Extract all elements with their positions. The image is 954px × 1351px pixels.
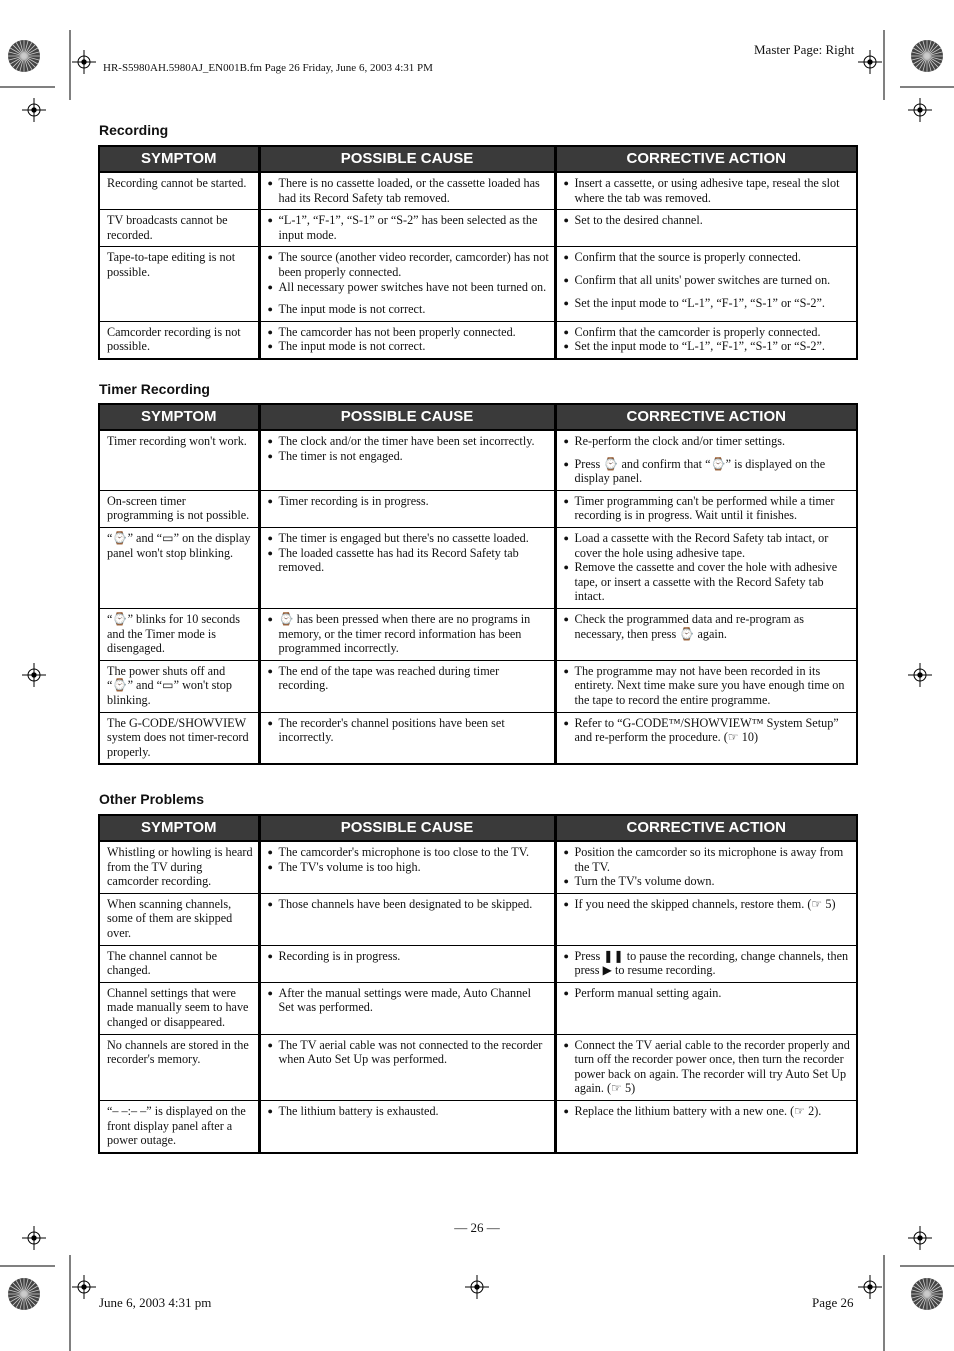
cause-item: ● ⌚ has been pressed when there are no programs in memory, or the timer record information has been programmed incorrectly.	[268, 612, 550, 656]
action-item: ● Confirm that the camcorder is properly connected.	[564, 325, 853, 340]
action-item: ● Set the input mode to “L-1”, “F-1”, “S-1” or “S-2”.	[564, 339, 853, 354]
cause-cell	[259, 660, 555, 712]
col-corrective-action: CORRECTIVE ACTION	[555, 404, 857, 430]
cause-item: ● Timer recording is in progress.	[268, 494, 550, 509]
cause-cell	[259, 490, 555, 527]
crosshair-mark	[908, 98, 932, 122]
cause-item: ● The lithium battery is exhausted.	[268, 1104, 550, 1119]
action-cell	[555, 945, 857, 982]
symptom-cell: The channel cannot be changed.	[99, 945, 259, 982]
action-cell	[555, 660, 857, 712]
action-cell	[555, 490, 857, 527]
table-row	[99, 893, 857, 945]
symptom-cell: Timer recording won't work.	[107, 434, 247, 448]
symptom-cell: “– –:– –” is displayed on the front display panel after a power outage.	[99, 1100, 259, 1152]
cause-cell	[259, 982, 555, 1034]
cause-item: ● After the manual settings were made, Auto Channel Set was performed.	[268, 986, 550, 1015]
cause-item: ● The input mode is not correct.	[268, 302, 550, 317]
cause-item: ● The timer is not engaged.	[268, 449, 550, 464]
action-item: ● Check the programmed data and re-program as necessary, then press ⌚ again.	[564, 612, 853, 641]
cause-item: ● The camcorder's microphone is too close to the TV.	[268, 845, 550, 860]
cause-cell	[259, 945, 555, 982]
table-row	[99, 1034, 857, 1100]
action-item: ● Refer to “G-CODE™/SHOWVIEW™ System Setup” and re-perform the procedure. (☞ 10)	[564, 716, 853, 745]
table-row	[99, 712, 857, 764]
footer-page: Page 26	[812, 1295, 854, 1310]
col-symptom: SYMPTOM	[99, 146, 259, 172]
crosshair-mark	[858, 50, 882, 74]
action-item: ● Press ❚❚ to pause the recording, change channels, then press ▶ to resume recording.	[564, 949, 853, 978]
table-row	[99, 982, 857, 1034]
table-row	[99, 172, 857, 210]
cause-item: ● The recorder's channel positions have been set incorrectly.	[268, 716, 550, 745]
cause-item: ● Those channels have been designated to be skipped.	[268, 897, 550, 912]
col-symptom: SYMPTOM	[99, 404, 259, 430]
table-row	[99, 608, 857, 660]
cause-cell	[259, 527, 555, 608]
action-item: ● Position the camcorder so its microphone is away from the TV.	[564, 845, 853, 874]
table-row	[99, 490, 857, 527]
recording-table	[98, 145, 858, 360]
col-possible-cause: POSSIBLE CAUSE	[259, 146, 555, 172]
action-cell	[555, 841, 857, 893]
cause-cell	[259, 210, 555, 247]
crosshair-mark	[72, 50, 96, 74]
cause-cell	[259, 841, 555, 893]
crosshair-mark	[72, 1275, 96, 1299]
action-item: ● Replace the lithium battery with a new one. (☞ 2).	[564, 1104, 853, 1119]
section-title-timer-recording: Timer Recording	[99, 381, 210, 397]
action-item: ● Load a cassette with the Record Safety tab intact, or cover the hole using adhesive tape.	[564, 531, 853, 560]
table-row	[99, 841, 857, 893]
table-row	[99, 1100, 857, 1152]
crosshair-mark	[22, 663, 46, 687]
action-cell	[555, 210, 857, 247]
table-row	[99, 321, 857, 359]
symptom-cell: No channels are stored in the recorder's memory.	[99, 1034, 259, 1100]
symptom-cell: The power shuts off and “⌚” and “▭” won't stop blinking.	[99, 660, 259, 712]
crosshair-mark	[908, 663, 932, 687]
action-item: ● Remove the cassette and cover the hole with adhesive tape, or insert a cassette with the Record Safety tab intact.	[564, 560, 853, 604]
star-target-mark	[8, 1278, 40, 1310]
table-row	[99, 660, 857, 712]
cause-item: ● The camcorder has not been properly connected.	[268, 325, 550, 340]
crosshair-mark	[22, 98, 46, 122]
action-item: ● If you need the skipped channels, restore them. (☞ 5)	[564, 897, 853, 912]
table-row	[99, 945, 857, 982]
master-page-label: Master Page: Right	[754, 42, 855, 57]
action-cell	[555, 893, 857, 945]
action-cell	[555, 321, 857, 359]
cause-item: ● Recording is in progress.	[268, 949, 550, 964]
cause-item: ● The end of the tape was reached during timer recording.	[268, 664, 550, 693]
action-cell	[555, 247, 857, 321]
star-target-mark	[8, 40, 40, 72]
action-item: ● The programme may not have been recorded in its entirety. Next time make sure you have enough time on the tape to record the entire programme.	[564, 664, 853, 708]
cause-cell	[259, 712, 555, 764]
other-problems-table	[98, 814, 858, 1154]
action-item: ● Set the input mode to “L-1”, “F-1”, “S-1” or “S-2”.	[564, 296, 853, 311]
action-item: ● Perform manual setting again.	[564, 986, 853, 1001]
table-row	[99, 210, 857, 247]
table-row	[99, 527, 857, 608]
action-cell	[555, 1034, 857, 1100]
col-symptom: SYMPTOM	[99, 815, 259, 841]
cause-cell	[259, 608, 555, 660]
cause-cell	[259, 430, 555, 490]
footer-date: June 6, 2003 4:31 pm	[99, 1295, 212, 1310]
cause-item: ● The loaded cassette has had its Record Safety tab removed.	[268, 546, 550, 575]
symptom-cell: When scanning channels, some of them are skipped over.	[99, 893, 259, 945]
cause-item: ● The clock and/or the timer have been set incorrectly.	[268, 434, 550, 449]
action-cell	[555, 172, 857, 210]
action-cell	[555, 527, 857, 608]
cause-item: ● The source (another video recorder, camcorder) has not been properly connected.	[268, 250, 550, 279]
cause-item: ● The TV's volume is too high.	[268, 860, 550, 875]
page-number: — 26 —	[454, 1220, 500, 1235]
cause-item: ● The TV aerial cable was not connected to the recorder when Auto Set Up was performed.	[268, 1038, 550, 1067]
action-item: ● Insert a cassette, or using adhesive tape, reseal the slot where the tab was removed.	[564, 176, 853, 205]
symptom-cell: Recording cannot be started.	[107, 176, 247, 190]
action-item: ● Press ⌚ and confirm that “⌚” is displayed on the display panel.	[564, 457, 853, 486]
action-cell	[555, 608, 857, 660]
table-row	[99, 430, 857, 490]
timer-recording-table	[98, 403, 858, 765]
action-cell	[555, 982, 857, 1034]
action-item: ● Set to the desired channel.	[564, 213, 853, 228]
symptom-cell: On-screen timer programming is not possible.	[99, 490, 259, 527]
symptom-cell: The G-CODE/SHOWVIEW system does not timer-record properly.	[99, 712, 259, 764]
action-cell	[555, 712, 857, 764]
star-target-mark	[911, 40, 943, 72]
section-title-recording: Recording	[99, 122, 169, 138]
symptom-cell: Camcorder recording is not possible.	[99, 321, 259, 359]
symptom-cell: TV broadcasts cannot be recorded.	[99, 210, 259, 247]
action-item: ● Turn the TV's volume down.	[564, 874, 853, 889]
table-row	[99, 247, 857, 321]
col-corrective-action: CORRECTIVE ACTION	[555, 815, 857, 841]
col-corrective-action: CORRECTIVE ACTION	[555, 146, 857, 172]
cause-item: ● There is no cassette loaded, or the cassette loaded has had its Record Safety tab removed.	[268, 176, 550, 205]
symptom-cell: “⌚” blinks for 10 seconds and the Timer mode is disengaged.	[99, 608, 259, 660]
action-item: ● Confirm that all units' power switches are turned on.	[564, 273, 853, 288]
cause-item: ● “L-1”, “F-1”, “S-1” or “S-2” has been selected as the input mode.	[268, 213, 550, 242]
action-item: ● Confirm that the source is properly connected.	[564, 250, 853, 265]
file-info-line: HR-S5980AH.5980AJ_EN001B.fm Page 26 Friday, June 6, 2003 4:31 PM	[103, 62, 433, 74]
symptom-cell: Tape-to-tape editing is not possible.	[99, 247, 259, 321]
section-title-other-problems: Other Problems	[99, 791, 205, 807]
cause-cell	[259, 321, 555, 359]
cause-cell	[259, 247, 555, 321]
action-cell	[555, 430, 857, 490]
star-target-mark	[911, 1278, 943, 1310]
cause-cell	[259, 172, 555, 210]
symptom-cell: “⌚” and “▭” on the display panel won't stop blinking.	[99, 527, 259, 608]
col-possible-cause: POSSIBLE CAUSE	[259, 404, 555, 430]
symptom-cell: Whistling or howling is heard from the TV during camcorder recording.	[107, 845, 253, 889]
cause-cell	[259, 1100, 555, 1152]
action-item: ● Re-perform the clock and/or timer settings.	[564, 434, 853, 449]
action-cell	[555, 1100, 857, 1152]
cause-cell	[259, 1034, 555, 1100]
crosshair-mark	[465, 1275, 489, 1299]
action-item: ● Timer programming can't be performed while a timer recording is in progress. Wait until it finishes.	[564, 494, 853, 523]
cause-item: ● The timer is engaged but there's no cassette loaded.	[268, 531, 550, 546]
cause-item: ● All necessary power switches have not been turned on.	[268, 280, 550, 295]
action-item: ● Connect the TV aerial cable to the recorder properly and turn off the recorder power once, then turn the recorder power back on again. The recorder will try Auto Set Up again. (☞ 5)	[564, 1038, 853, 1096]
crosshair-mark	[858, 1275, 882, 1299]
symptom-cell: Channel settings that were made manually seem to have changed or disappeared.	[99, 982, 259, 1034]
cause-item: ● The input mode is not correct.	[268, 339, 550, 354]
cause-cell	[259, 893, 555, 945]
col-possible-cause: POSSIBLE CAUSE	[259, 815, 555, 841]
